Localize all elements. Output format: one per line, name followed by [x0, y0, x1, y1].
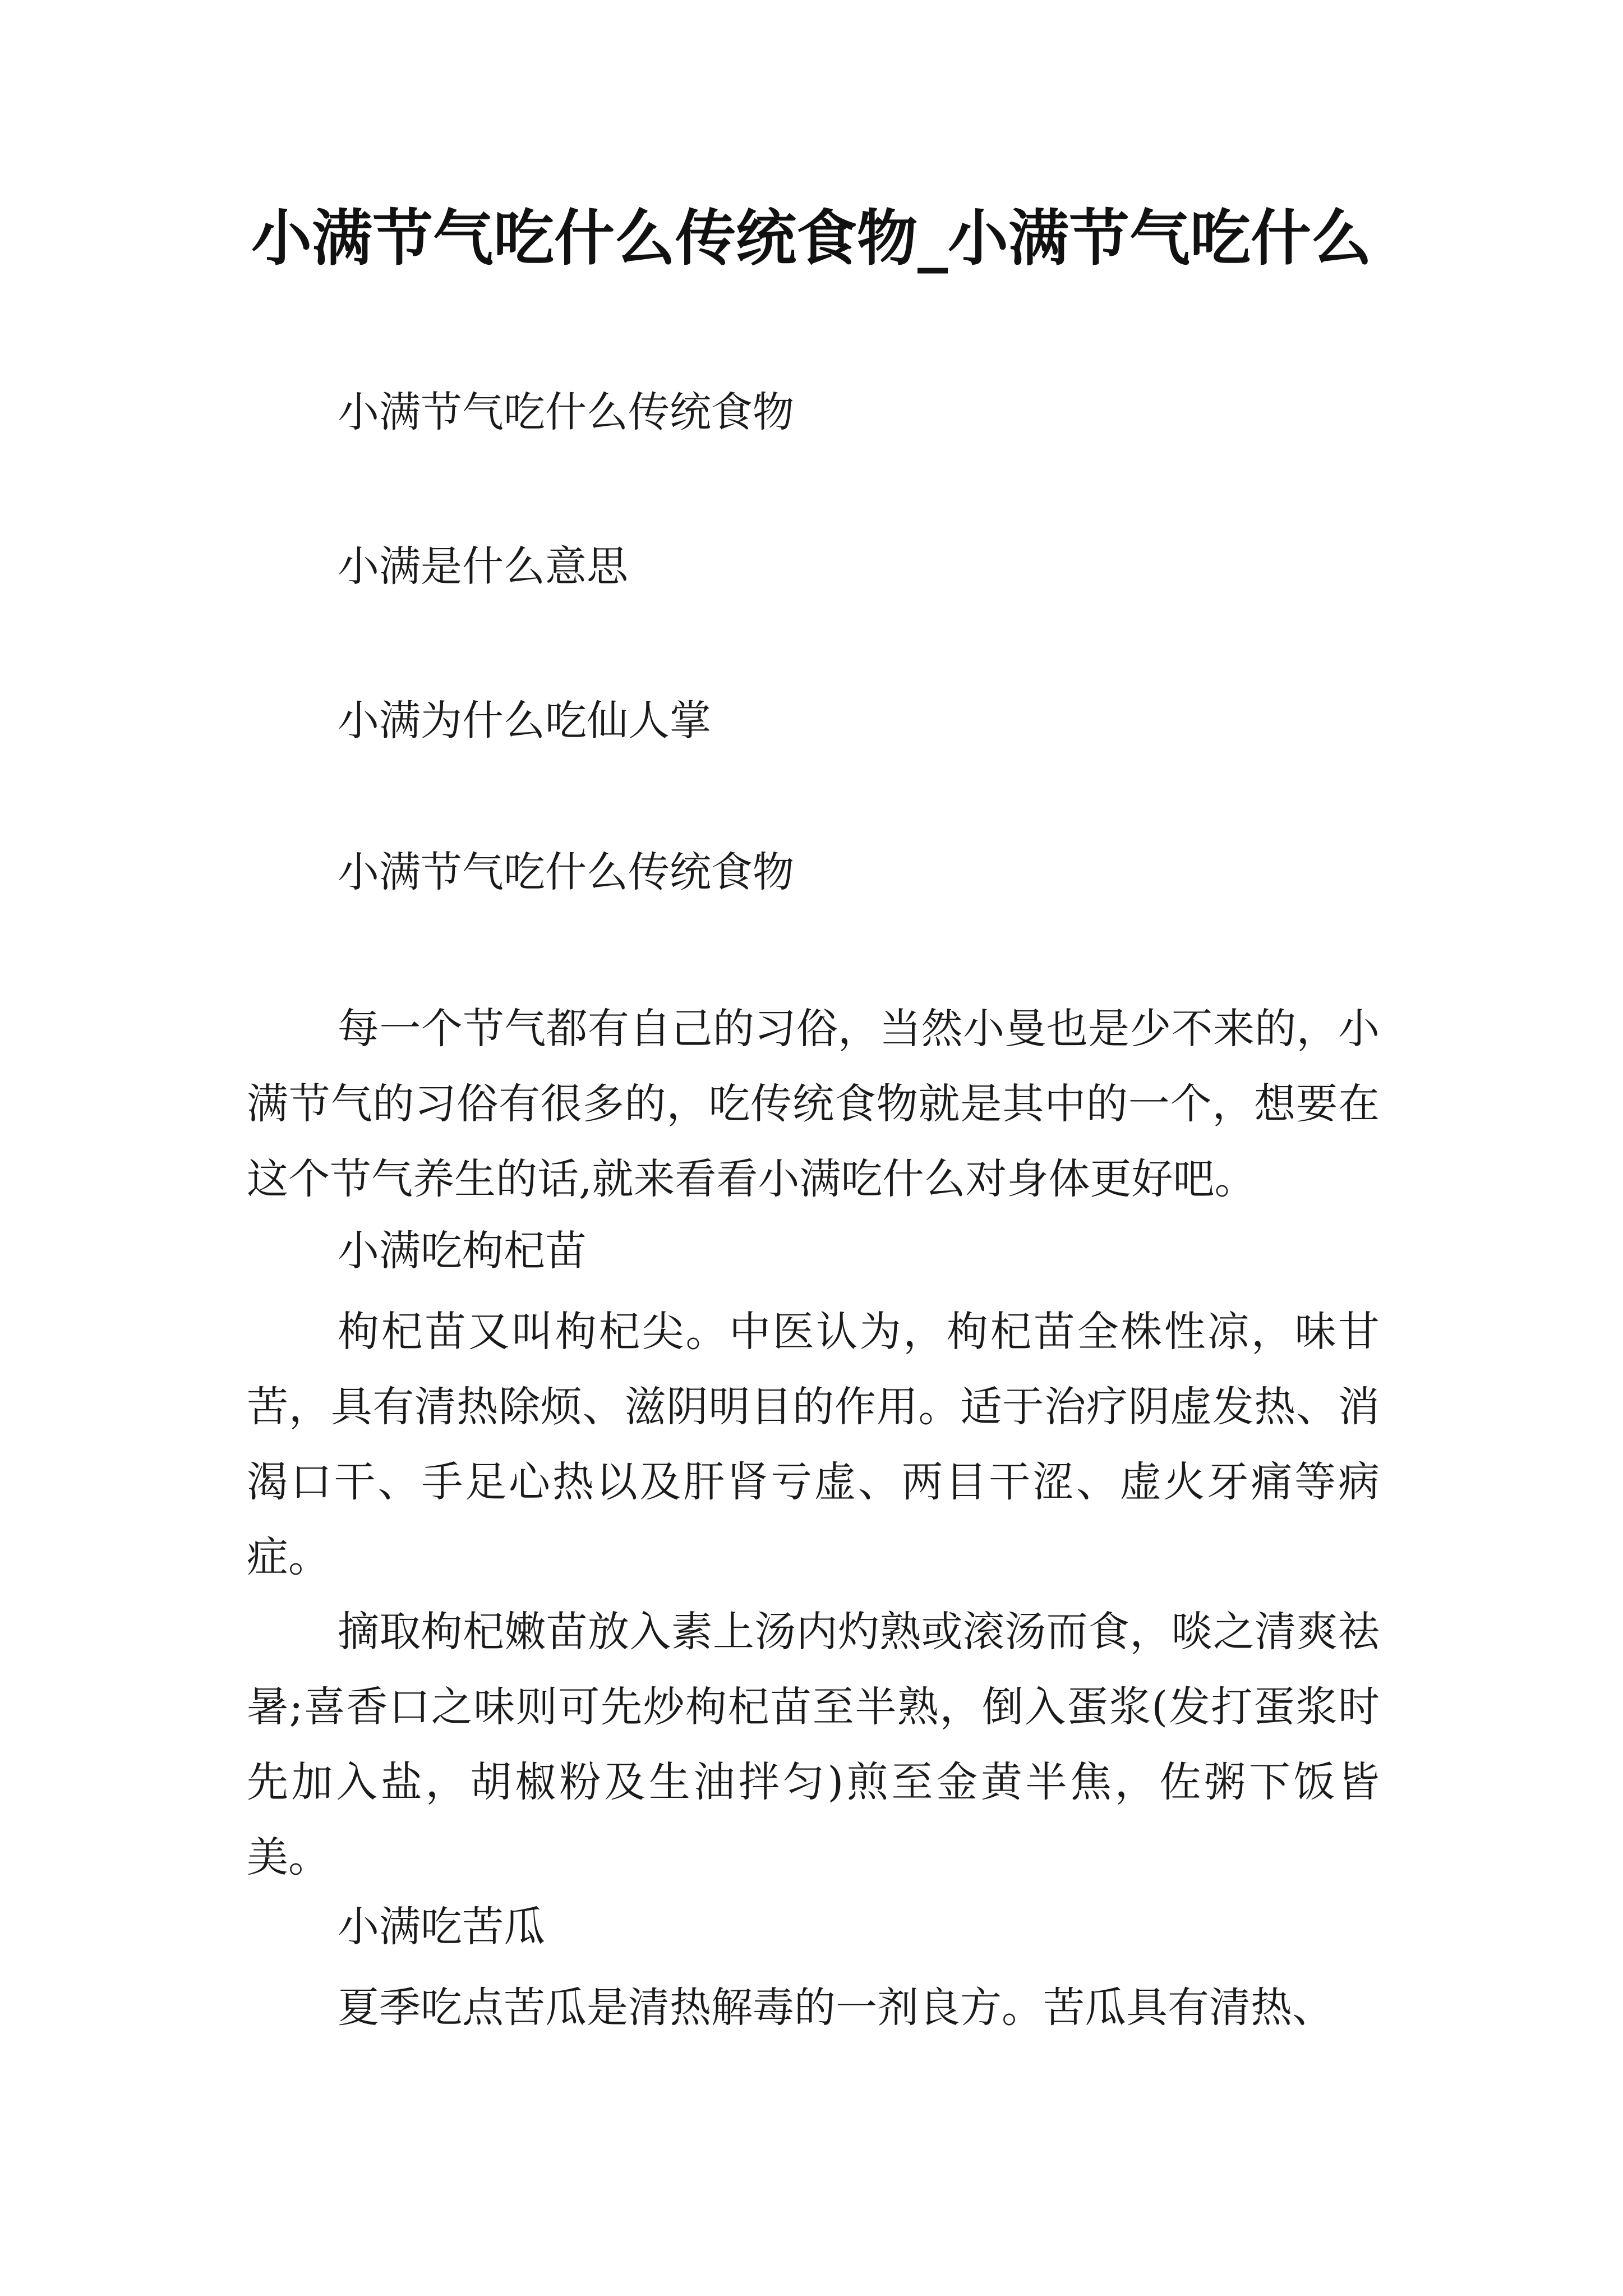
intro-paragraph: 每一个节气都有自己的习俗，当然小曼也是少不来的，小满节气的习俗有很多的，吃传统食物就是其中的一个，想要在这个节气养生的话,就来看看小满吃什么对身体更好吧。 [247, 1005, 1380, 1203]
section-heading-bitter-melon: 小满吃苦瓜 [338, 1903, 545, 1951]
toc-item-3: 小满为什么吃仙人掌 [338, 697, 711, 745]
bitter-melon-paragraph-1: 夏季吃点苦瓜是清热解毒的一剂良方。苦瓜具有清热、 [338, 1984, 1334, 2032]
toc-item-1: 小满节气吃什么传统食物 [338, 388, 794, 436]
section-heading-goji-sprouts: 小满吃枸杞苗 [338, 1227, 587, 1275]
document-title: 小满节气吃什么传统食物_小满节气吃什么 [251, 203, 1372, 274]
toc-item-2: 小满是什么意思 [338, 542, 628, 591]
goji-sprouts-paragraph-1: 枸杞苗又叫枸杞尖。中医认为，枸杞苗全株性凉，味甘苦，具有清热除烦、滋阴明目的作用。适于治疗阴虚发热、消渴口干、手足心热以及肝肾亏虚、两目干涩、虚火牙痛等病症。 [247, 1308, 1380, 1581]
goji-sprouts-paragraph-2: 摘取枸杞嫩苗放入素上汤内灼熟或滚汤而食，啖之清爽祛暑;喜香口之味则可先炒枸杞苗至半熟，倒入蛋浆(发打蛋浆时先加入盐，胡椒粉及生油拌匀)煎至金黄半焦，佐粥下饭皆美。 [247, 1608, 1380, 1881]
toc-item-4: 小满节气吃什么传统食物 [338, 848, 794, 896]
